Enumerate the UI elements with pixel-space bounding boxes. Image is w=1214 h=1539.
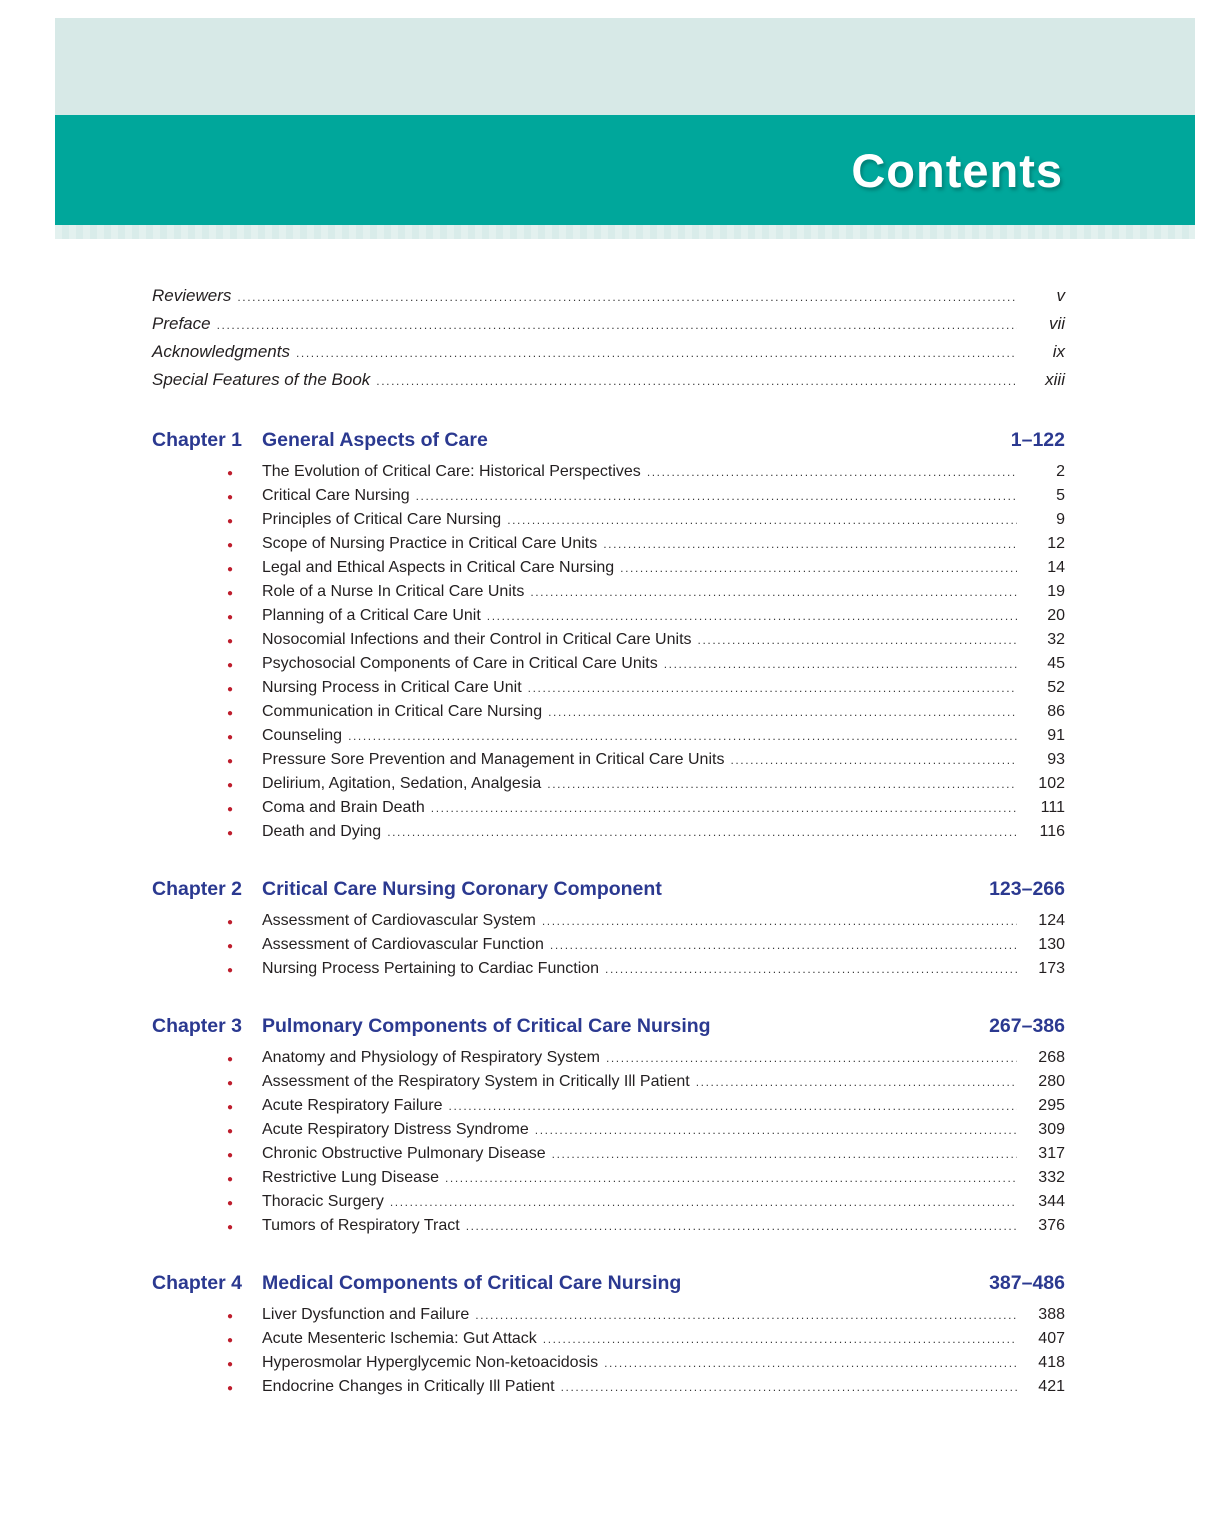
toc-entry-page-number: 421 (1038, 1378, 1065, 1395)
dot-leader (296, 342, 1017, 362)
dot-leader (543, 1330, 1017, 1348)
toc-entry-title: Coma and Brain Death (262, 799, 425, 816)
toc-entry (227, 487, 1065, 511)
toc-entry-page-number: 9 (1056, 511, 1065, 528)
toc-entry (227, 535, 1065, 559)
toc-entry-title: Nursing Process Pertaining to Cardiac Function (262, 960, 600, 977)
chapters-list (152, 429, 1065, 1402)
toc-entry-page-number: 91 (1047, 727, 1065, 744)
bullet-icon: ● (227, 941, 234, 952)
toc-entry (227, 799, 1065, 823)
bullet-icon: ● (227, 540, 234, 551)
bullet-icon: ● (227, 492, 234, 503)
bullet-icon: ● (227, 1054, 234, 1065)
dot-leader (376, 370, 1017, 390)
bullet-icon: ● (227, 588, 234, 599)
header-band-light (55, 18, 1195, 115)
toc-entry (227, 727, 1065, 751)
toc-entry (227, 655, 1065, 679)
dot-leader (449, 1097, 1017, 1115)
front-matter-title: Reviewers (152, 286, 232, 305)
chapter-heading (152, 1015, 1065, 1038)
header-band-strip (55, 225, 1195, 239)
dot-leader (604, 1354, 1017, 1372)
bullet-icon: ● (227, 684, 234, 695)
toc-entry-page-number: 116 (1039, 823, 1065, 840)
chapter-page-range: 1–122 (1010, 429, 1065, 451)
toc-entry-page-number: 376 (1038, 1217, 1065, 1234)
chapter-label: Chapter 2 (152, 878, 242, 900)
bullet-icon: ● (227, 468, 234, 479)
toc-entry-page-number: 52 (1047, 679, 1065, 696)
toc-entry-title: Assessment of Cardiovascular Function (262, 936, 544, 953)
toc-entry-title: The Evolution of Critical Care: Historical Perspectives (262, 463, 641, 480)
front-matter-entry (152, 286, 1065, 314)
dot-leader (431, 799, 1017, 817)
bullet-icon: ● (227, 660, 234, 671)
toc-entry (227, 679, 1065, 703)
toc-entry-page-number: 111 (1040, 799, 1065, 816)
front-matter-page-number: ix (1052, 342, 1065, 361)
front-matter-entry (152, 370, 1065, 398)
dot-leader (416, 487, 1017, 505)
toc-entry-page-number: 19 (1047, 583, 1065, 600)
toc-entry (227, 1073, 1065, 1097)
toc-entry (227, 960, 1065, 984)
toc-entry-page-number: 388 (1038, 1306, 1065, 1323)
bullet-icon: ● (227, 636, 234, 647)
toc-entry (227, 1217, 1065, 1241)
dot-leader (535, 1121, 1017, 1139)
toc-entry-page-number: 407 (1038, 1330, 1065, 1347)
dot-leader (730, 751, 1017, 769)
dot-leader (528, 679, 1017, 697)
chapter-heading (152, 878, 1065, 901)
bullet-icon: ● (227, 1311, 234, 1322)
bullet-icon: ● (227, 780, 234, 791)
bullet-icon: ● (227, 1150, 234, 1161)
toc-entry-page-number: 309 (1038, 1121, 1065, 1138)
toc-entry-page-number: 418 (1038, 1354, 1065, 1371)
toc-entry-page-number: 12 (1047, 535, 1065, 552)
bullet-icon: ● (227, 1102, 234, 1113)
dot-leader (561, 1378, 1017, 1396)
dot-leader (390, 1193, 1017, 1211)
dot-leader (550, 936, 1017, 954)
toc-entry (227, 559, 1065, 583)
bullet-icon: ● (227, 828, 234, 839)
toc-entry-page-number: 45 (1047, 655, 1065, 672)
chapter-page-range: 123–266 (989, 878, 1065, 900)
bullet-icon: ● (227, 1222, 234, 1233)
toc-entry (227, 703, 1065, 727)
toc-entry-title: Psychosocial Components of Care in Critical Care Units (262, 655, 658, 672)
toc-entry-page-number: 295 (1038, 1097, 1065, 1114)
toc-entry-page-number: 130 (1038, 936, 1065, 953)
bullet-icon: ● (227, 612, 234, 623)
toc-entry-page-number: 268 (1038, 1049, 1065, 1066)
dot-leader (603, 535, 1017, 553)
toc-entry-title: Critical Care Nursing (262, 487, 410, 504)
chapter-section (152, 878, 1065, 984)
chapter-title: Medical Components of Critical Care Nursing (262, 1272, 682, 1294)
toc-entry (227, 1169, 1065, 1193)
toc-entry (227, 1121, 1065, 1145)
toc-entry-page-number: 86 (1047, 703, 1065, 720)
dot-leader (466, 1217, 1017, 1235)
toc-entry-title: Acute Mesenteric Ischemia: Gut Attack (262, 1330, 537, 1347)
page-title: Contents (851, 143, 1063, 197)
dot-leader (620, 559, 1017, 577)
dot-leader (606, 1049, 1017, 1067)
toc-entry-title: Acute Respiratory Distress Syndrome (262, 1121, 529, 1138)
toc-entry (227, 823, 1065, 847)
chapter-items-list (152, 1049, 1065, 1241)
dot-leader (698, 631, 1017, 649)
toc-entry-title: Hyperosmolar Hyperglycemic Non-ketoacidosis (262, 1354, 599, 1371)
bullet-icon: ● (227, 516, 234, 527)
chapter-section (152, 429, 1065, 847)
toc-entry-title: Delirium, Agitation, Sedation, Analgesia (262, 775, 542, 792)
bullet-icon: ● (227, 1126, 234, 1137)
dot-leader (530, 583, 1017, 601)
toc-entry-page-number: 20 (1047, 607, 1065, 624)
toc-entry (227, 1049, 1065, 1073)
toc-entry (227, 511, 1065, 535)
toc-entry-page-number: 5 (1056, 487, 1065, 504)
toc-entry-title: Restrictive Lung Disease (262, 1169, 439, 1186)
chapter-section (152, 1015, 1065, 1241)
dot-leader (548, 703, 1017, 721)
front-matter-page-number: vii (1048, 314, 1065, 333)
dot-leader (664, 655, 1017, 673)
bullet-icon: ● (227, 965, 234, 976)
toc-entry (227, 1378, 1065, 1402)
toc-entry (227, 1097, 1065, 1121)
toc-entry-page-number: 2 (1056, 463, 1065, 480)
toc-entry-title: Acute Respiratory Failure (262, 1097, 443, 1114)
bullet-icon: ● (227, 756, 234, 767)
toc-entry-title: Counseling (262, 727, 343, 744)
toc-entry-title: Nosocomial Infections and their Control in Critical Care Units (262, 631, 692, 648)
chapter-page-range: 387–486 (989, 1272, 1065, 1294)
toc-entry-page-number: 124 (1038, 912, 1065, 929)
bullet-icon: ● (227, 564, 234, 575)
toc-entry (227, 631, 1065, 655)
toc-entry (227, 1306, 1065, 1330)
toc-entry-title: Tumors of Respiratory Tract (262, 1217, 460, 1234)
toc-entry-title: Assessment of Cardiovascular System (262, 912, 536, 929)
toc-entry (227, 912, 1065, 936)
bullet-icon: ● (227, 1383, 234, 1394)
toc-entry (227, 775, 1065, 799)
bullet-icon: ● (227, 804, 234, 815)
front-matter-title: Acknowledgments (152, 342, 290, 361)
chapter-heading (152, 429, 1065, 452)
toc-entry-title: Scope of Nursing Practice in Critical Care Units (262, 535, 598, 552)
toc-entry-page-number: 317 (1038, 1145, 1065, 1162)
chapter-items-list (152, 463, 1065, 847)
bullet-icon: ● (227, 1335, 234, 1346)
chapter-label: Chapter 4 (152, 1272, 242, 1294)
front-matter-entry (152, 342, 1065, 370)
dot-leader (542, 912, 1017, 930)
toc-entry-title: Endocrine Changes in Critically Ill Patient (262, 1378, 555, 1395)
front-matter-entry (152, 314, 1065, 342)
toc-entry-page-number: 32 (1047, 631, 1065, 648)
bullet-icon: ● (227, 732, 234, 743)
dot-leader (387, 823, 1017, 841)
dot-leader (507, 511, 1017, 529)
chapter-section (152, 1272, 1065, 1402)
toc-entry-title: Anatomy and Physiology of Respiratory System (262, 1049, 600, 1066)
toc-entry (227, 1145, 1065, 1169)
bullet-icon: ● (227, 1198, 234, 1209)
toc-entry-page-number: 102 (1038, 775, 1065, 792)
toc-entry (227, 1193, 1065, 1217)
bullet-icon: ● (227, 1359, 234, 1370)
dot-leader (348, 727, 1017, 745)
toc-entry (227, 607, 1065, 631)
toc-entry-title: Assessment of the Respiratory System in Critically Ill Patient (262, 1073, 690, 1090)
chapter-heading (152, 1272, 1065, 1295)
toc-entry-page-number: 344 (1038, 1193, 1065, 1210)
toc-entry (227, 936, 1065, 960)
toc-entry (227, 1330, 1065, 1354)
dot-leader (445, 1169, 1017, 1187)
toc-entry-title: Legal and Ethical Aspects in Critical Care Nursing (262, 559, 615, 576)
front-matter-list (152, 286, 1065, 398)
toc-entry (227, 583, 1065, 607)
toc-entry-title: Thoracic Surgery (262, 1193, 384, 1210)
toc-entry-title: Liver Dysfunction and Failure (262, 1306, 470, 1323)
dot-leader (647, 463, 1017, 481)
toc-entry-title: Principles of Critical Care Nursing (262, 511, 502, 528)
toc-entry-page-number: 280 (1038, 1073, 1065, 1090)
dot-leader (217, 314, 1017, 334)
toc-entry-title: Nursing Process in Critical Care Unit (262, 679, 522, 696)
chapter-title: Critical Care Nursing Coronary Component (262, 878, 662, 900)
front-matter-page-number: xiii (1045, 370, 1065, 389)
dot-leader (237, 286, 1017, 306)
toc-entry (227, 1354, 1065, 1378)
toc-entry-page-number: 332 (1038, 1169, 1065, 1186)
dot-leader (547, 775, 1017, 793)
toc-content (152, 286, 1065, 1402)
dot-leader (475, 1306, 1017, 1324)
chapter-items-list (152, 912, 1065, 984)
bullet-icon: ● (227, 708, 234, 719)
toc-entry-page-number: 14 (1047, 559, 1065, 576)
chapter-label: Chapter 1 (152, 429, 242, 451)
bullet-icon: ● (227, 1078, 234, 1089)
chapter-page-range: 267–386 (989, 1015, 1065, 1037)
dot-leader (487, 607, 1017, 625)
toc-entry-title: Pressure Sore Prevention and Management in Critical Care Units (262, 751, 725, 768)
toc-entry-page-number: 173 (1038, 960, 1065, 977)
toc-entry-title: Chronic Obstructive Pulmonary Disease (262, 1145, 546, 1162)
toc-entry (227, 751, 1065, 775)
chapter-title: Pulmonary Components of Critical Care Nursing (262, 1015, 711, 1037)
bullet-icon: ● (227, 1174, 234, 1185)
toc-entry-title: Planning of a Critical Care Unit (262, 607, 481, 624)
chapter-title: General Aspects of Care (262, 429, 488, 451)
toc-entry-page-number: 93 (1047, 751, 1065, 768)
dot-leader (552, 1145, 1017, 1163)
toc-entry-title: Role of a Nurse In Critical Care Units (262, 583, 525, 600)
dot-leader (696, 1073, 1017, 1091)
front-matter-title: Preface (152, 314, 211, 333)
toc-entry-title: Death and Dying (262, 823, 382, 840)
front-matter-page-number: v (1056, 286, 1065, 305)
chapter-items-list (152, 1306, 1065, 1402)
toc-entry-title: Communication in Critical Care Nursing (262, 703, 543, 720)
bullet-icon: ● (227, 917, 234, 928)
chapter-label: Chapter 3 (152, 1015, 242, 1037)
front-matter-title: Special Features of the Book (152, 370, 371, 389)
toc-entry (227, 463, 1065, 487)
dot-leader (605, 960, 1017, 978)
header-band-teal (55, 115, 1195, 225)
